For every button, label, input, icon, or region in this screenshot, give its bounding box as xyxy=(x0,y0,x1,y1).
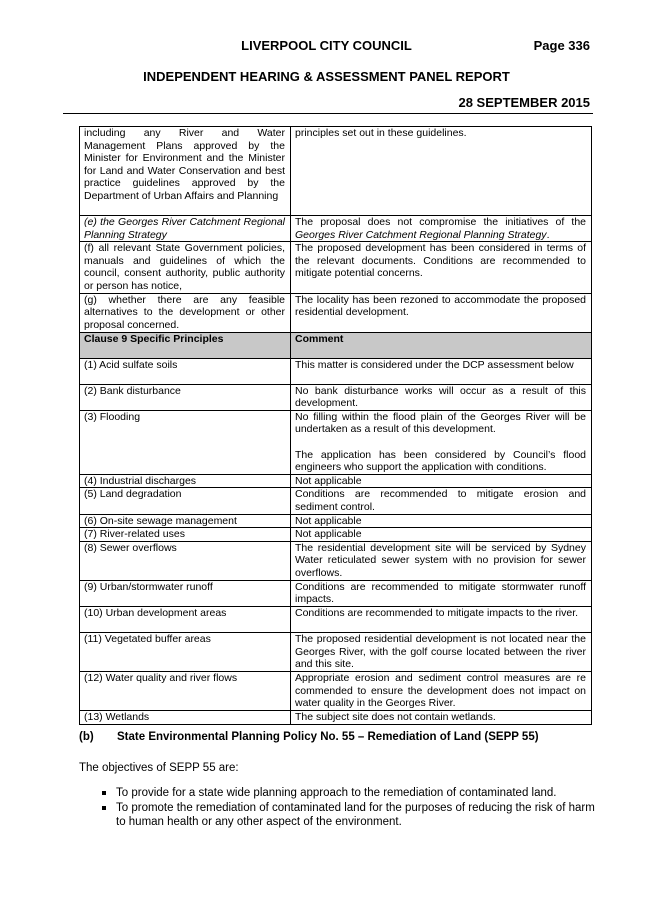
table-cell-left: (6) On-site sewage management xyxy=(80,514,291,528)
page-number: Page 336 xyxy=(533,38,590,53)
section-title: State Environmental Planning Policy No. 55 – Remediation of Land (SEPP 55) xyxy=(117,731,539,743)
table-cell-left: (10) Urban development areas xyxy=(80,606,291,632)
table-row xyxy=(80,671,592,710)
objectives-list xyxy=(100,786,595,830)
table-cell-right: The proposed development has been considered in terms of the relevant documents. Conditions are recommended to mitigate potential concerns. xyxy=(291,242,592,293)
table-cell-right: No filling within the flood plain of the Georges River will be undertaken as a result of this development. The application has been considered by Council’s flood engineers who support the application with conditions. xyxy=(291,410,592,474)
comment-end: . xyxy=(546,228,550,241)
bullet-square-icon xyxy=(102,791,106,795)
table-row xyxy=(80,710,592,724)
table-cell-right: principles set out in these guidelines. xyxy=(291,127,592,216)
table-cell-left: (7) River-related uses xyxy=(80,528,291,542)
table-cell-left: (e) the Georges River Catchment Regional Planning Strategy xyxy=(80,216,291,242)
table-cell-right: Conditions are recommended to mitigate erosion and sediment control. xyxy=(291,488,592,514)
list-item-text: To provide for a state wide planning approach to the remediation of contaminated land. xyxy=(116,787,557,799)
strategy-name: Georges River Catchment Regional Planning Strategy xyxy=(295,228,547,241)
header-rule xyxy=(63,113,593,114)
comment-text: The proposal does not compromise the initiatives of the xyxy=(295,216,586,228)
table-cell-right: Not applicable xyxy=(291,514,592,528)
report-title: INDEPENDENT HEARING & ASSESSMENT PANEL REPORT xyxy=(143,69,510,84)
table-row xyxy=(80,541,592,580)
table-cell-right: Appropriate erosion and sediment control measures are re commended to ensure the development does not impact on water quality in the Georges River. xyxy=(291,671,592,710)
table-cell-left: (12) Water quality and river flows xyxy=(80,671,291,710)
table-cell-left: (2) Bank disturbance xyxy=(80,384,291,410)
objectives-intro: The objectives of SEPP 55 are: xyxy=(79,762,239,774)
table-cell-left: (8) Sewer overflows xyxy=(80,541,291,580)
table-cell-left: (g) whether there are any feasible alternatives to the development or other proposal concerned. xyxy=(80,293,291,332)
table-row xyxy=(80,293,592,332)
table-cell-right: The locality has been rezoned to accommodate the proposed residential development. xyxy=(291,293,592,332)
table-cell-right: Not applicable xyxy=(291,528,592,542)
table-cell-right: The subject site does not contain wetlands. xyxy=(291,710,592,724)
table-cell-left: (4) Industrial discharges xyxy=(80,474,291,488)
table-cell-left: (f) all relevant State Government policies, manuals and guidelines of which the council, consent authority, public authority or person has notice, xyxy=(80,242,291,293)
council-name: LIVERPOOL CITY COUNCIL xyxy=(241,38,412,53)
table-cell-left: including any River and Water Management Plans approved by the Minister for Environment and the Minister for Land and Water Conservation and best practice guidelines approved by the Department of Urban Affairs and Planning xyxy=(80,127,291,216)
column-header-comment: Comment xyxy=(291,332,592,358)
table-row xyxy=(80,580,592,606)
table-row xyxy=(80,242,592,293)
table-row xyxy=(80,127,592,216)
table-cell-right xyxy=(291,216,592,242)
table-cell-right: Conditions are recommended to mitigate impacts to the river. xyxy=(291,606,592,632)
table-row xyxy=(80,410,592,474)
table-row xyxy=(80,514,592,528)
table-row xyxy=(80,606,592,632)
column-header-principles: Clause 9 Specific Principles xyxy=(80,332,291,358)
table-cell-left: (13) Wetlands xyxy=(80,710,291,724)
table-cell-left: (9) Urban/stormwater runoff xyxy=(80,580,291,606)
section-letter: (b) xyxy=(79,731,94,743)
bullet-square-icon xyxy=(102,806,106,810)
table-row xyxy=(80,474,592,488)
table-cell-left: (3) Flooding xyxy=(80,410,291,474)
table-cell-left: (1) Acid sulfate soils xyxy=(80,358,291,384)
list-item-text: To promote the remediation of contaminated land for the purposes of reducing the risk of harm to human health or any other aspect of the environment. xyxy=(116,802,595,828)
list-item xyxy=(100,801,595,829)
report-date: 28 SEPTEMBER 2015 xyxy=(458,95,590,110)
table-row xyxy=(80,384,592,410)
table-row xyxy=(80,216,592,242)
table-header-row xyxy=(80,332,592,358)
table-row xyxy=(80,528,592,542)
table-cell-right: This matter is considered under the DCP assessment below xyxy=(291,358,592,384)
table-row xyxy=(80,358,592,384)
table-cell-left: (5) Land degradation xyxy=(80,488,291,514)
principles-table xyxy=(79,126,592,725)
table-cell-right: The residential development site will be serviced by Sydney Water reticulated sewer system with no provision for sewer overflows. xyxy=(291,541,592,580)
table-cell-right: Not applicable xyxy=(291,474,592,488)
list-item xyxy=(100,786,595,800)
table-cell-right: Conditions are recommended to mitigate stormwater runoff impacts. xyxy=(291,580,592,606)
table-row xyxy=(80,488,592,514)
table-cell-right: The proposed residential development is not located near the Georges River, with the golf course located between the river and this site. xyxy=(291,632,592,671)
table-row xyxy=(80,632,592,671)
section-heading xyxy=(79,731,599,743)
table-cell-right: No bank disturbance works will occur as a result of this development. xyxy=(291,384,592,410)
table-cell-left: (11) Vegetated buffer areas xyxy=(80,632,291,671)
